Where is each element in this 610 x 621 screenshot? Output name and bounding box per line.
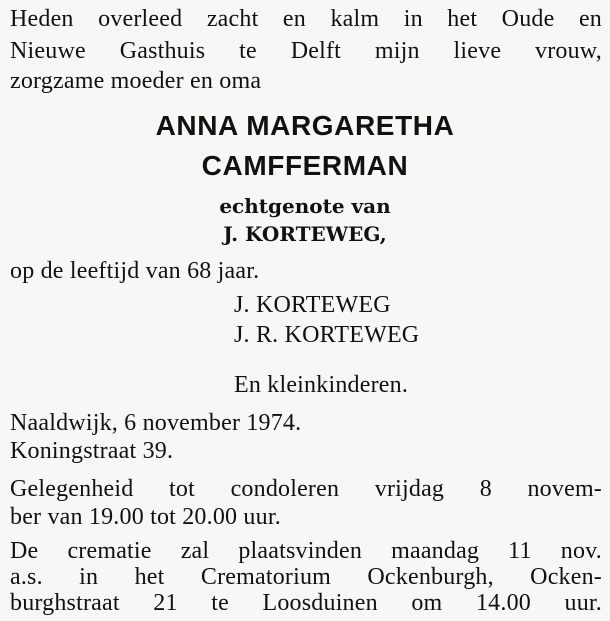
condolence-line-1: Gelegenheid tot condoleren vrijdag 8 novem- bbox=[10, 476, 602, 502]
condolence-line-2: ber van 19.00 tot 20.00 uur. bbox=[10, 504, 281, 530]
age-text: op de leeftijd van 68 jaar. bbox=[10, 258, 260, 284]
spouse-label: echtgenote van bbox=[219, 194, 391, 218]
intro-line-2: Nieuwe Gasthuis te Delft mijn lieve vrouw, bbox=[10, 38, 602, 64]
deceased-name-line-2: CAMFFERMAN bbox=[201, 150, 409, 181]
intro-line-3: zorgzame moeder en oma bbox=[10, 68, 262, 94]
family-member-1: J. KORTEWEG bbox=[234, 292, 391, 318]
cremation-line-2: a.s. in het Crematorium Ockenburgh, Ocken- bbox=[10, 564, 602, 590]
grandchildren: En kleinkinderen. bbox=[234, 372, 409, 398]
cremation-line-1: De crematie zal plaatsvinden maandag 11 nov. bbox=[10, 538, 602, 564]
spouse-name: J. KORTEWEG, bbox=[223, 222, 387, 246]
family-member-2: J. R. KORTEWEG bbox=[234, 322, 420, 348]
place-date: Naaldwijk, 6 november 1974. bbox=[10, 410, 302, 436]
cremation-line-3: burghstraat 21 te Loosduinen om 14.00 uur. bbox=[10, 590, 602, 616]
address: Koningstraat 39. bbox=[10, 438, 174, 464]
intro-line-1: Heden overleed zacht en kalm in het Oude en bbox=[10, 6, 602, 32]
deceased-name-line-1: ANNA MARGARETHA bbox=[155, 110, 455, 141]
